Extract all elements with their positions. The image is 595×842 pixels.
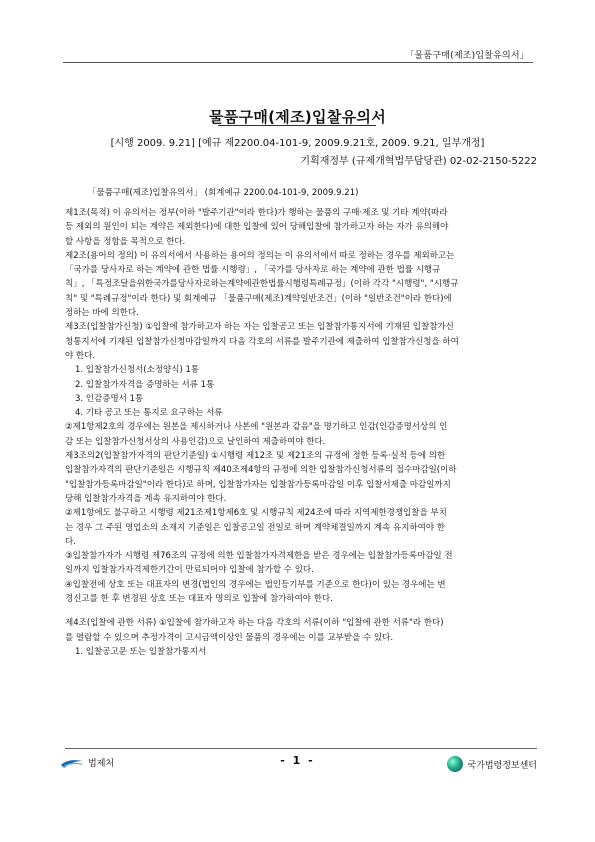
body-line: 다. <box>65 536 76 547</box>
list-item: 1. 입찰참가신청서(소정양식) 1통 <box>75 365 200 376</box>
body-line: 제3조의2(입찰참가자격의 판단기준일) ①시행령 제12조 및 제21조의 규정에 정한 등록·실적 등에 의한 <box>65 451 446 462</box>
body-line: 감 또는 입찰참가신청서상의 사용인감)으로 날인하여 제출하여야 한다. <box>65 436 326 447</box>
subtitle-ministry: 기획재정부 (규제개혁법무담당관) 02-02-2150-5222 <box>300 156 537 167</box>
body-line: 「국가를 당사자로 하는 계약에 관한 법률 시행령」, 「국가를 당사자로 하는 계약에 관한 법률 시행규 <box>65 265 441 276</box>
subtitle-enforcement: [시행 2009. 9.21] [예규 제2200.04-101-9, 2009.9.21호, 2009. 9.21, 일부개정] <box>110 138 485 149</box>
body-line: 청통지서에 기재된 입찰참가신청마감일까지 다음 각호의 서류를 발주기관에 제출하여 입찰참가신청을 하여 <box>65 336 459 347</box>
body-line: ④입찰전에 상호 또는 대표자의 변경(법인의 경우에는 법인등기부를 기준으로 한다)이 있는 경우에는 변 <box>65 579 446 590</box>
page-title: 물품구매(제조)입찰유의서 <box>208 108 386 126</box>
header-doc-label: 「물품구매(제조)입찰유의서」 <box>405 51 529 61</box>
list-item: 2. 입찰참가자격을 증명하는 서류 1통 <box>75 379 215 390</box>
body-line: 제3조(입찰참가신청) ①입찰에 참가하고자 하는 자는 입찰공고 또는 입찰참가통지서에 기재된 입찰참가신 <box>65 322 454 333</box>
body-line: 제4조(입찰에 관한 서류) ①입찰에 참가하고자 하는 다음 각호의 서류(이하 "입찰에 관한 서류"라 한다) <box>65 618 444 629</box>
body-line: "입찰참가등록마감일"이라 한다)로 하며, 입찰참가자는 입찰참가등록마감일 이후 입찰서제출 마감일까지 <box>65 479 451 490</box>
body-line: ③입찰참가자가 시행령 제76조의 규정에 의한 입찰참가자격제한을 받은 경우에는 입찰참가등록마감일 전 <box>65 551 453 562</box>
body-line: 는 경우 그 주된 영업소의 소재지 기준일은 입찰공고일 전일로 하며 계약체결일까지 계속 유지하여야 한 <box>65 522 445 533</box>
body-line: ②제1항에도 불구하고 시행령 제21조제1항제6호 및 시행규칙 제24조에 따라 지역제한경쟁입찰을 부치 <box>65 508 447 519</box>
body-line: ②제1항제2호의 경우에는 원본을 제시하거나 사본에 "원본과 같음"을 명기하고 인감(인감증명서상의 인 <box>65 422 448 433</box>
footer-rule <box>65 748 537 749</box>
header-rule <box>63 62 533 63</box>
body-line: 입찰참가자격의 판단기준일은 시행규칙 제40조제4항의 규정에 의한 입찰참가신청서류의 접수마감일(이하 <box>65 465 457 476</box>
reference-line: 「물품구매(제조)입찰유의서」 (회계예규 2200.04-101-9, 2009.9.21) <box>88 188 359 198</box>
body-line: 할 사항을 정함을 목적으로 한다. <box>65 236 186 247</box>
list-item: 1. 입찰공고문 또는 입찰참가통지서 <box>75 646 207 657</box>
document-body <box>65 206 535 659</box>
body-line: 야 한다. <box>65 350 96 361</box>
body-line: 를 열람할 수 있으며 추정가격이 고시금액이상인 물품의 경우에는 이를 교부받을 수 있다. <box>65 632 394 643</box>
title-underline <box>218 125 376 126</box>
globe-logo-icon <box>447 756 463 772</box>
footer-left-label: 법제처 <box>88 759 115 769</box>
body-line: 제2조(용어의 정의) 이 유의서에서 사용하는 용어의 정의는 이 유의서에서 따로 정하는 경우를 제외하고는 <box>65 250 455 261</box>
body-line: 당해 입찰참가자격을 계속 유지하여야 한다. <box>65 493 227 504</box>
footer-right-label: 국가법령정보센터 <box>467 760 537 771</box>
body-line: 칙」, 「특정조달을위한국가를당사자로하는계약에관한법률시행령특례규정」(이하 각각 "시행령", "시행규 <box>65 279 459 290</box>
body-line: 일까지 입찰참가자격제한기간이 만료되어야 입찰에 참가할 수 있다. <box>65 565 314 576</box>
list-item: 4. 기타 공고 또는 통지로 요구하는 서류 <box>75 408 223 419</box>
body-line: 제1조(목적) 이 유의서는 정부(이하 "발주기관"이라 한다)가 행하는 물품의 구매·제조 및 기타 계약(따라 <box>65 208 448 218</box>
body-line: 등 제외의 원인이 되는 계약은 제외한다)에 대한 입찰에 있어 당해입찰에 참가하고자 하는 자가 유의해야 <box>65 222 449 233</box>
body-line: 칙" 및 "특례규정"이라 한다) 및 회계예규 「물품구매(제조)계약일반조건」(이하 "일반조건"이라 한다)에 <box>65 293 452 304</box>
body-line: 정하는 바에 의한다. <box>65 308 139 319</box>
page-number: - 1 - <box>280 754 315 767</box>
list-item: 3. 인감증명서 1통 <box>75 393 144 404</box>
body-line: 경신고를 한 후 변경된 상호 또는 대표자 명의로 입찰에 참가하여야 한다. <box>65 594 333 605</box>
footer-right <box>447 756 537 772</box>
paragraph-gap <box>65 606 535 616</box>
